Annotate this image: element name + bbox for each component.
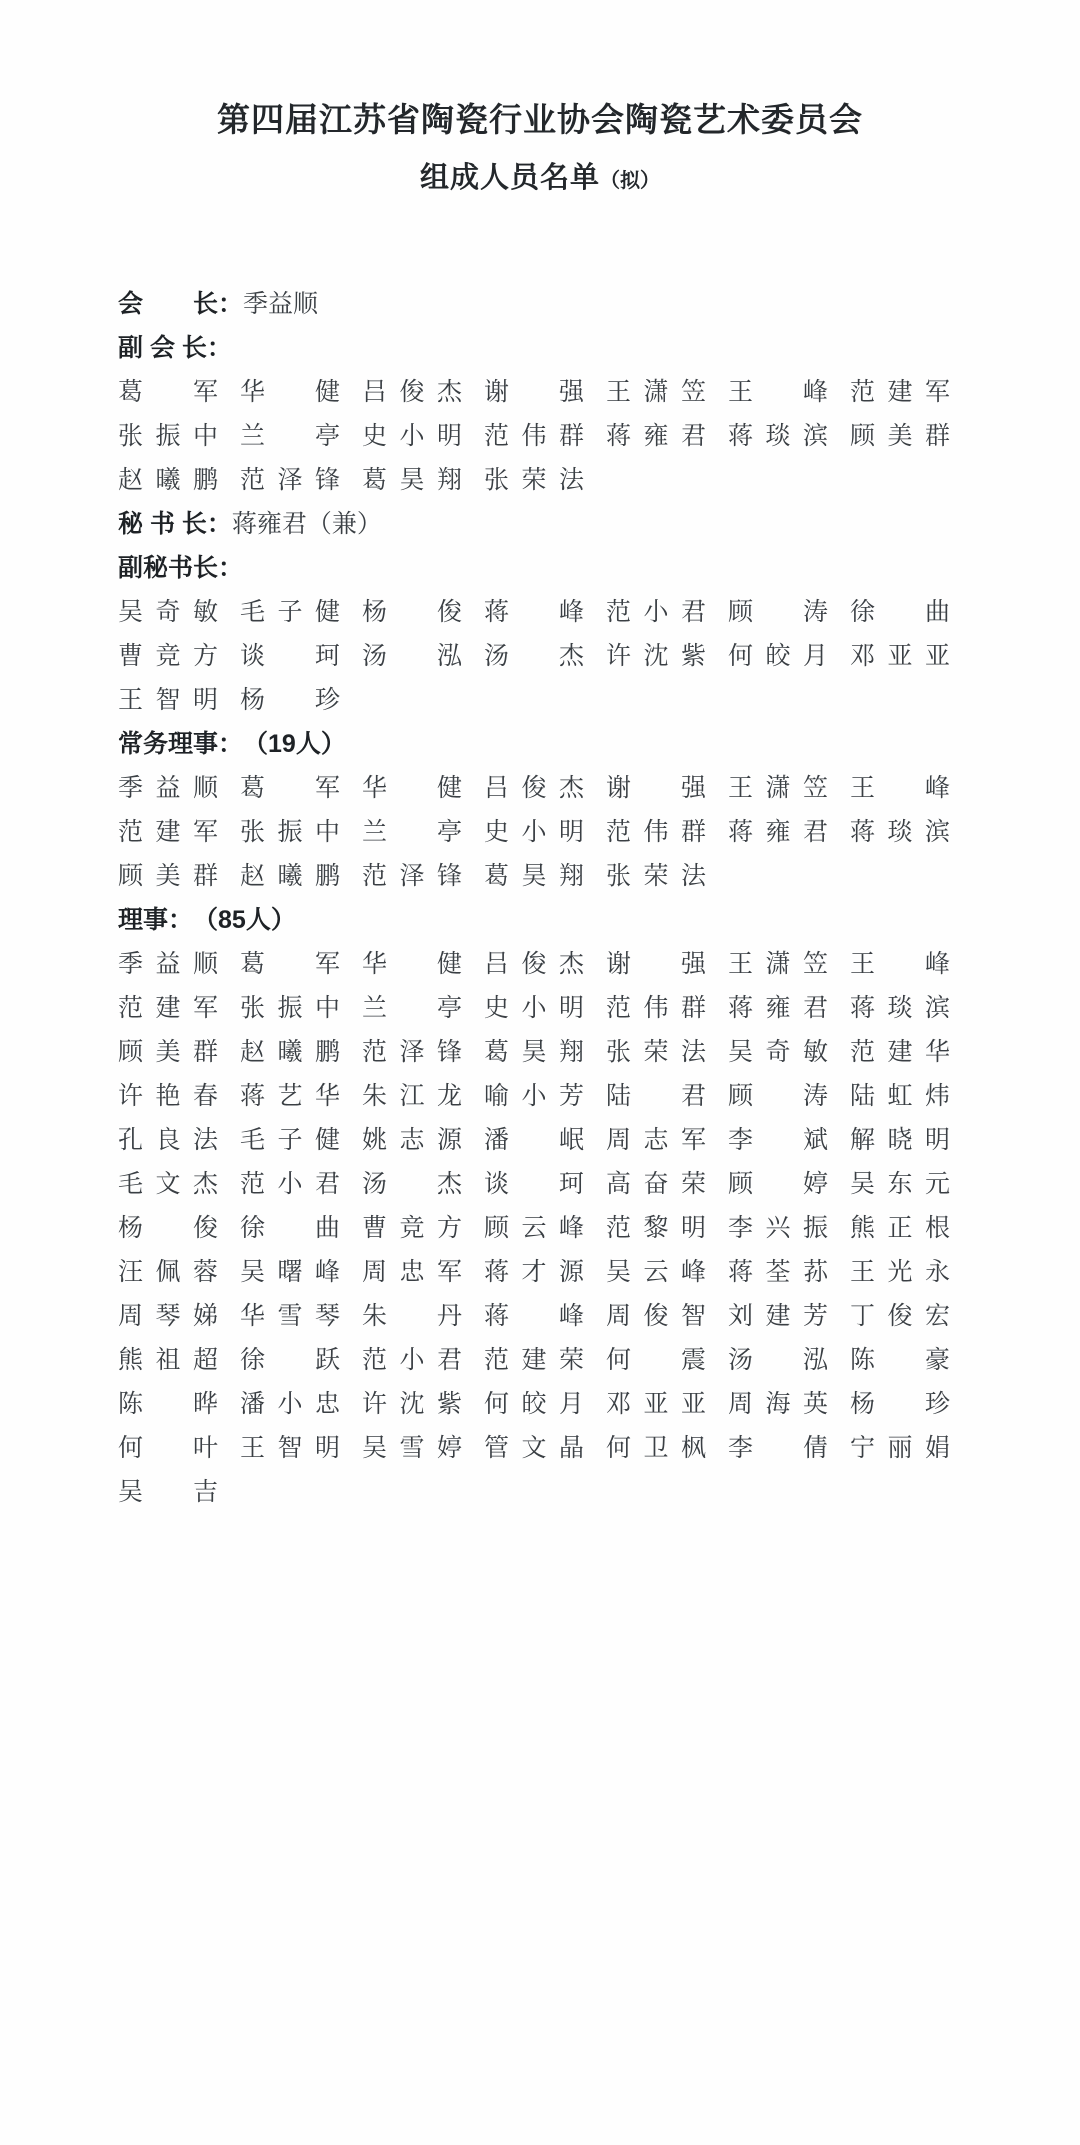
page-subtitle: [0, 155, 1080, 196]
name-cell: 张荣法: [606, 862, 706, 890]
section-deputy-secretary-general: [118, 548, 980, 592]
name-cell: 李倩: [728, 1434, 828, 1462]
name-cell: 季益顺: [118, 950, 218, 978]
name-cell: 吴曙峰: [240, 1258, 340, 1286]
vice-chairman-name-list: [118, 372, 980, 504]
name-cell: 蒋峰: [484, 1302, 584, 1330]
name-cell: 范建军: [850, 378, 950, 406]
name-cell: 蒋雍君: [728, 994, 828, 1022]
name-row: [118, 1032, 980, 1076]
name-row: [118, 1296, 980, 1340]
name-cell: 华健: [362, 774, 462, 802]
name-cell: 王峰: [850, 950, 950, 978]
section-secretary-general-label: 秘 书 长：: [118, 509, 232, 538]
name-cell: 王潇笠: [606, 378, 706, 406]
name-cell: 王智明: [118, 686, 218, 714]
section-standing-directors: [118, 724, 980, 768]
section-chairman-value: 季益顺: [243, 290, 319, 318]
name-cell: 刘建芳: [728, 1302, 828, 1330]
name-cell: 谢强: [484, 378, 584, 406]
name-cell: 何叶: [118, 1434, 218, 1462]
name-cell: 徐曲: [240, 1214, 340, 1242]
name-cell: 陈豪: [850, 1346, 950, 1374]
name-cell: 周海英: [728, 1390, 828, 1418]
name-row: [118, 1208, 980, 1252]
section-directors-count: （85人）: [193, 905, 296, 934]
name-cell: 范建军: [118, 994, 218, 1022]
name-cell: 葛昊翔: [484, 1038, 584, 1066]
name-cell: 范小君: [606, 598, 706, 626]
name-cell: 宁丽娟: [850, 1434, 950, 1462]
name-row: [118, 372, 980, 416]
name-cell: 范伟群: [606, 818, 706, 846]
name-row: [118, 1076, 980, 1120]
name-cell: 管文晶: [484, 1434, 584, 1462]
name-cell: 吴东元: [850, 1170, 950, 1198]
name-cell: 张振中: [118, 422, 218, 450]
name-row: [118, 812, 980, 856]
name-cell: 范泽锋: [362, 862, 462, 890]
name-cell: 范泽锋: [240, 466, 340, 494]
name-cell: 张荣法: [606, 1038, 706, 1066]
name-cell: 周琴娣: [118, 1302, 218, 1330]
name-cell: 范小君: [362, 1346, 462, 1374]
name-cell: 熊祖超: [118, 1346, 218, 1374]
name-cell: 邓亚亚: [850, 642, 950, 670]
name-cell: 吴奇敏: [728, 1038, 828, 1066]
name-cell: 吕俊杰: [484, 774, 584, 802]
name-cell: 范黎明: [606, 1214, 706, 1242]
section-directors: [118, 900, 980, 944]
name-cell: 毛子健: [240, 1126, 340, 1154]
name-cell: 杨俊: [118, 1214, 218, 1242]
name-cell: 杨珍: [240, 686, 340, 714]
name-row: [118, 768, 980, 812]
name-cell: 顾美群: [850, 422, 950, 450]
name-cell: 李斌: [728, 1126, 828, 1154]
name-cell: 范小君: [240, 1170, 340, 1198]
name-cell: 范伟群: [606, 994, 706, 1022]
name-cell: 朱江龙: [362, 1082, 462, 1110]
name-cell: 熊正根: [850, 1214, 950, 1242]
name-cell: 兰亭: [362, 818, 462, 846]
name-cell: 范建华: [850, 1038, 950, 1066]
section-vice-chairman-label: 副 会 长：: [118, 333, 232, 362]
name-cell: 王潇笠: [728, 774, 828, 802]
name-cell: 兰亭: [362, 994, 462, 1022]
name-cell: 汤泓: [728, 1346, 828, 1374]
name-cell: 蒋荃荪: [728, 1258, 828, 1286]
name-cell: 蒋琰滨: [850, 818, 950, 846]
name-cell: 吴吉: [118, 1478, 218, 1506]
name-cell: 汤泓: [362, 642, 462, 670]
section-directors-label: 理事：: [118, 905, 194, 934]
name-cell: 蒋琰滨: [728, 422, 828, 450]
name-cell: 孔良法: [118, 1126, 218, 1154]
name-row: [118, 1340, 980, 1384]
name-row: [118, 636, 980, 680]
name-cell: 周忠军: [362, 1258, 462, 1286]
section-chairman-label: 会 长：: [118, 289, 244, 318]
name-row: [118, 592, 980, 636]
name-cell: 谈珂: [240, 642, 340, 670]
section-vice-chairman: [118, 328, 980, 372]
name-cell: 喻小芳: [484, 1082, 584, 1110]
name-cell: 葛军: [118, 378, 218, 406]
name-cell: 朱丹: [362, 1302, 462, 1330]
page-title: 第四届江苏省陶瓷行业协会陶瓷艺术委员会: [217, 101, 863, 138]
name-cell: 汤杰: [362, 1170, 462, 1198]
name-cell: 潘小忠: [240, 1390, 340, 1418]
name-cell: 王光永: [850, 1258, 950, 1286]
name-cell: 蒋琰滨: [850, 994, 950, 1022]
name-cell: 许艳春: [118, 1082, 218, 1110]
standing-directors-name-list: [118, 768, 980, 900]
name-row: [118, 1472, 980, 1516]
name-cell: 吴奇敏: [118, 598, 218, 626]
name-cell: 陆君: [606, 1082, 706, 1110]
name-cell: 徐跃: [240, 1346, 340, 1374]
name-cell: 葛军: [240, 950, 340, 978]
name-cell: 蒋峰: [484, 598, 584, 626]
name-cell: 曹竞方: [362, 1214, 462, 1242]
name-row: [118, 460, 980, 504]
name-cell: 毛子健: [240, 598, 340, 626]
name-cell: 周志军: [606, 1126, 706, 1154]
name-cell: 顾婷: [728, 1170, 828, 1198]
name-cell: 许沈紫: [606, 642, 706, 670]
name-row: [118, 1428, 980, 1472]
name-cell: 许沈紫: [362, 1390, 462, 1418]
name-cell: 谢强: [606, 774, 706, 802]
name-cell: 葛军: [240, 774, 340, 802]
name-cell: 王峰: [850, 774, 950, 802]
name-cell: 何震: [606, 1346, 706, 1374]
name-cell: 顾涛: [728, 1082, 828, 1110]
name-cell: 张振中: [240, 994, 340, 1022]
name-row: [118, 856, 980, 900]
name-row: [118, 680, 980, 724]
name-cell: 徐曲: [850, 598, 950, 626]
name-cell: 何皎月: [728, 642, 828, 670]
name-cell: 华健: [362, 950, 462, 978]
name-cell: 何皎月: [484, 1390, 584, 1418]
name-cell: 汪佩蓉: [118, 1258, 218, 1286]
name-cell: 顾美群: [118, 1038, 218, 1066]
name-cell: 毛文杰: [118, 1170, 218, 1198]
name-cell: 潘岷: [484, 1126, 584, 1154]
name-cell: 谢强: [606, 950, 706, 978]
name-cell: 葛昊翔: [484, 862, 584, 890]
name-cell: 顾云峰: [484, 1214, 584, 1242]
name-cell: 吕俊杰: [362, 378, 462, 406]
name-cell: 王智明: [240, 1434, 340, 1462]
name-cell: 解晓明: [850, 1126, 950, 1154]
name-row: [118, 1384, 980, 1428]
name-cell: 范伟群: [484, 422, 584, 450]
name-cell: 蒋才源: [484, 1258, 584, 1286]
name-cell: 陆虹炜: [850, 1082, 950, 1110]
name-cell: 季益顺: [118, 774, 218, 802]
name-cell: 蒋雍君: [606, 422, 706, 450]
name-cell: 李兴振: [728, 1214, 828, 1242]
name-row: [118, 1120, 980, 1164]
directors-name-list: [118, 944, 980, 1516]
document-body: [0, 284, 1080, 1516]
name-cell: 姚志源: [362, 1126, 462, 1154]
name-cell: 顾涛: [728, 598, 828, 626]
name-cell: 范建军: [118, 818, 218, 846]
name-cell: 邓亚亚: [606, 1390, 706, 1418]
section-standing-directors-label: 常务理事：: [118, 729, 244, 758]
name-cell: 谈珂: [484, 1170, 584, 1198]
name-cell: 张荣法: [484, 466, 584, 494]
name-cell: 王潇笠: [728, 950, 828, 978]
name-cell: 范泽锋: [362, 1038, 462, 1066]
name-cell: 蒋雍君: [728, 818, 828, 846]
section-secretary-general: [118, 504, 980, 548]
name-cell: 杨俊: [362, 598, 462, 626]
deputy-secretary-general-name-list: [118, 592, 980, 724]
section-secretary-general-value: 蒋雍君（兼）: [231, 510, 382, 538]
title-block: [0, 0, 1080, 196]
name-cell: 丁俊宏: [850, 1302, 950, 1330]
name-cell: 赵曦鹏: [240, 1038, 340, 1066]
name-cell: 陈晔: [118, 1390, 218, 1418]
page-subtitle-paren: （拟）: [600, 169, 660, 192]
name-cell: 吴雪婷: [362, 1434, 462, 1462]
name-cell: 吕俊杰: [484, 950, 584, 978]
name-cell: 张振中: [240, 818, 340, 846]
name-cell: 葛昊翔: [362, 466, 462, 494]
section-chairman: [118, 284, 980, 328]
name-cell: 高奋荣: [606, 1170, 706, 1198]
name-row: [118, 416, 980, 460]
name-cell: 范建荣: [484, 1346, 584, 1374]
name-cell: 周俊智: [606, 1302, 706, 1330]
name-cell: 华健: [240, 378, 340, 406]
name-cell: 赵曦鹏: [118, 466, 218, 494]
name-cell: 蒋艺华: [240, 1082, 340, 1110]
name-cell: 史小明: [484, 994, 584, 1022]
name-cell: 汤杰: [484, 642, 584, 670]
name-cell: 吴云峰: [606, 1258, 706, 1286]
name-cell: 何卫枫: [606, 1434, 706, 1462]
name-cell: 史小明: [362, 422, 462, 450]
name-cell: 史小明: [484, 818, 584, 846]
name-cell: 兰亭: [240, 422, 340, 450]
name-cell: 曹竞方: [118, 642, 218, 670]
name-row: [118, 1252, 980, 1296]
name-cell: 王峰: [728, 378, 828, 406]
name-cell: 赵曦鹏: [240, 862, 340, 890]
name-row: [118, 988, 980, 1032]
section-standing-directors-count: （19人）: [243, 729, 346, 758]
page-subtitle-main: 组成人员名单: [419, 161, 600, 194]
name-row: [118, 1164, 980, 1208]
name-cell: 杨珍: [850, 1390, 950, 1418]
name-cell: 华雪琴: [240, 1302, 340, 1330]
name-row: [118, 944, 980, 988]
name-cell: 顾美群: [118, 862, 218, 890]
section-deputy-secretary-general-label: 副秘书长：: [118, 553, 244, 582]
